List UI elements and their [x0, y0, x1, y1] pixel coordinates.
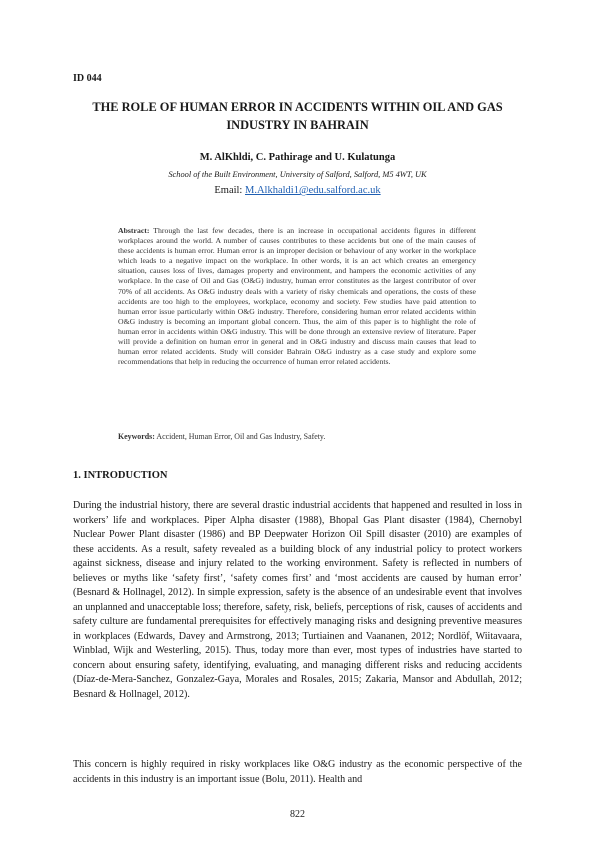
section-heading-introduction: 1. INTRODUCTION: [73, 470, 168, 481]
abstract: [118, 226, 476, 367]
keywords: [118, 432, 476, 441]
affiliation: School of the Built Environment, University of Salford, Salford, M5 4WT, UK: [168, 170, 427, 179]
abstract-text: Through the last few decades, there is an increase in occupational accidents figures in different workplaces around the world. A number of causes contributes to these accidents but one of the main causes of these accidents is human error. Human error is an improper decision or behaviour of any worker in the workplace which leads to a negative impact on the workplace. In other words, it is an act which creates an emergency situation, causes loss of lives, damages property and environment, and hampers the economic activities of any workplace. In the case of Oil and Gas (O&G) industry, human error constitutes as the largest contributor of over 70% of all accidents. As O&G industry deals with a variety of risky chemicals and operations, the costs of these accidents are too high to the employees, workplace, economy and society. Few studies have paid attention to human error issue particularly within O&G industry. Therefore, considering human error related accidents within O&G industry is becoming an important global concern. Thus, the aim of this paper is to highlight the role of human error in accidents within O&G industry. This will be done through an extensive review of literature. Paper will provide a definition on human error in general and in O&G industry and discuss main causes that lead to human error related accidents. Study will consider Bahrain O&G industry as a case study and explore some recommendations that help in reducing the occurrence of human error related accidents.: [118, 226, 476, 367]
email-link[interactable]: M.Alkhaldi1@edu.salford.ac.uk: [244, 185, 381, 196]
keywords-label: Keywords:: [118, 432, 155, 441]
email-line: [0, 185, 595, 196]
author-list: M. AlKhldi, C. Pathirage and U. Kulatunga: [199, 152, 396, 163]
paper-id: ID 044: [73, 73, 102, 84]
introduction-paragraph-2: This concern is highly required in risky workplaces like O&G industry as the economic perspective of the accidents in this industry is an important issue (Bolu, 2011). Health and: [73, 759, 522, 785]
email-label: Email:: [214, 185, 243, 196]
page-number: 822: [290, 809, 305, 820]
paper-title: THE ROLE OF HUMAN ERROR IN ACCIDENTS WITHIN OIL AND GAS INDUSTRY IN BAHRAIN: [92, 100, 503, 132]
introduction-paragraph-1: During the industrial history, there are several drastic industrial accidents that happened and resulted in loss in workers’ life and workplaces. Piper Alpha disaster (1988), Bhopal Gas Plant disaster (1984), Chernobyl Nuclear Power Plant disaster (1986) and BP Deepwater Horizon Oil Spill disaster (2010) are examples of these accidents. As a result, safety revealed as a building block of any industrial policy to protect workers against sickness, disease and injury related to the working environment. Safety is reflected in numbers of believes or myths like ‘safety first’, ‘safety comes first’ and ‘most accidents are caused by human error’ (Besnard & Hollnagel, 2012). In simple expression, safety is the absence of an undesirable event that involves an unplanned and unacceptable loss; therefore, safety, risk, beliefs, perceptions of risk, causes of accidents and safety culture are fundamental prerequisites for effectively managing risks and designing preventive measures in workplaces (Edwards, Davey and Armstrong, 2013; Turtiainen and Vaananen, 2012; Nordlöf, Wiitavaara, Winblad, Wijk and Westerling, 2015). Thus, today more than ever, most types of industries have started to concern about ensuring safety, identifying, evaluating, and managing different risks and reducing accidents (Díaz-de-Mera-Sanchez, Gonzalez-Gaya, Morales and Rosales, 2015; Zakaria, Mansor and Abdullah, 2012; Besnard & Hollnagel, 2012).: [73, 500, 522, 700]
abstract-label: Abstract:: [118, 226, 150, 235]
keywords-text: Accident, Human Error, Oil and Gas Industry, Safety.: [156, 432, 326, 441]
